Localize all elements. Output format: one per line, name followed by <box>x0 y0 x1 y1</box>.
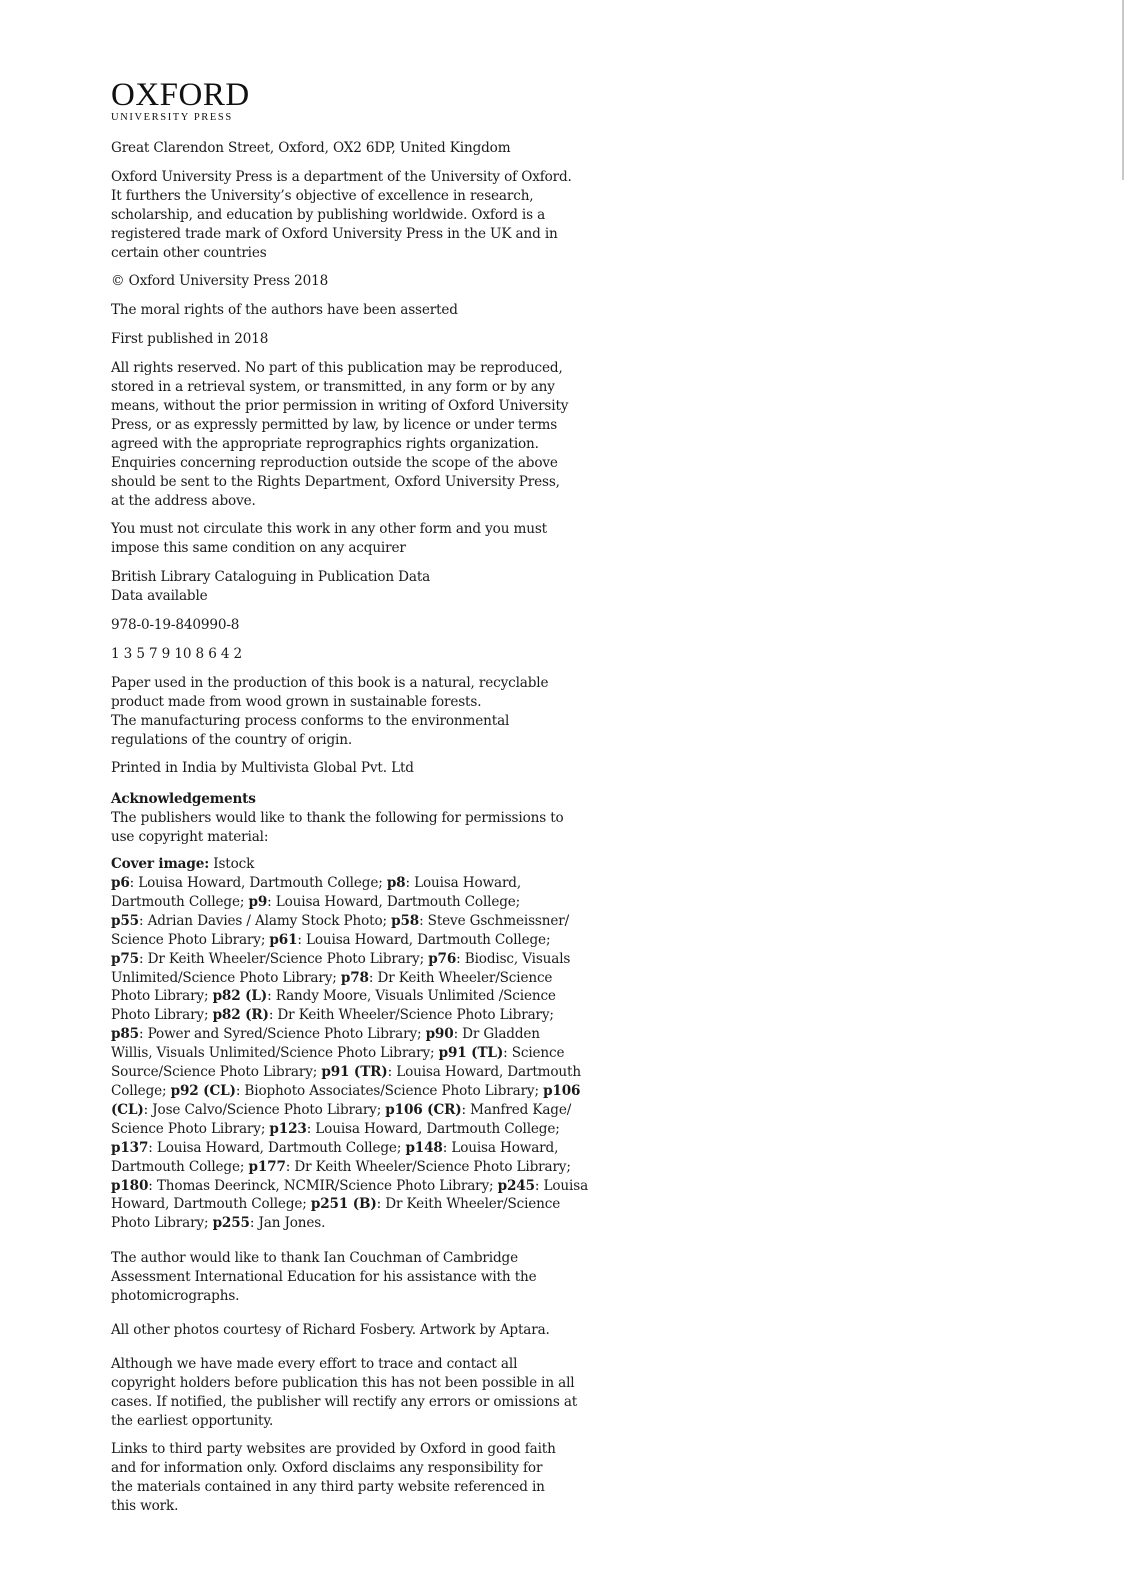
credit-ref: p106 (CL) <box>111 1082 581 1118</box>
copyright-page <box>111 77 591 1526</box>
credit-text: : Dr Keith Wheeler/Science Photo Library; <box>285 1158 571 1175</box>
moral-rights: The moral rights of the authors have been asserted <box>111 302 458 319</box>
credit-text: : Dr Keith Wheeler/Science Photo Library; <box>138 950 429 967</box>
printer-statement: Printed in India by Multivista Global Pvt. Ltd <box>111 760 414 777</box>
rights-reserved: All rights reserved. No part of this publication may be reproduced, stored in a retrieval system, or transmitted, in any form or by any means, without the prior permission in writing of Oxford University Press, or as expressly permitted by law, by licence or under terms agreed with the appropriate reprographics rights organization. Enquiries concerning reproduction outside the scope of the above should be sent to the Rights Department, Oxford University Press, at the address above. <box>111 360 569 509</box>
credit-ref: p245 <box>497 1177 535 1194</box>
first-published: First published in 2018 <box>111 331 269 348</box>
credit-text: : Dr Keith Wheeler/Science Photo Library; <box>111 1196 561 1232</box>
credits-list <box>111 875 588 1231</box>
credit-text: : Louisa Howard, Dartmouth College; <box>111 1064 581 1099</box>
credit-ref: p92 (CL) <box>170 1082 236 1099</box>
acknowledgements-heading: Acknowledgements <box>111 791 256 808</box>
credit-text: : Power and Syred/Science Photo Library; <box>138 1026 426 1043</box>
credit-ref: p106 (CR) <box>385 1101 462 1118</box>
oxford-logo <box>111 77 591 125</box>
credit-text: : Dr Keith Wheeler/Science Photo Library; <box>268 1007 554 1024</box>
isbn: 978-0-19-840990-8 <box>111 617 240 634</box>
logo-wordmark: OXFORD <box>111 77 250 113</box>
credit-ref: p8 <box>386 875 406 891</box>
credit-text: : Louisa Howard, Dartmouth College; <box>111 1139 559 1175</box>
credit-ref: p90 <box>425 1026 454 1043</box>
credit-ref: p76 <box>428 950 457 967</box>
credit-ref: p75 <box>111 950 139 967</box>
credit-ref: p82 (L) <box>212 988 268 1005</box>
credit-text: : Steve Gschmeissner/ Science Photo Library; <box>111 912 570 948</box>
credit-text: : Science Source/Science Photo Library; <box>111 1045 565 1081</box>
credit-ref: p91 (TR) <box>321 1064 388 1081</box>
circulation-notice: You must not circulate this work in any other form and you must impose this same condition on any acquirer <box>111 521 547 557</box>
credit-text: : Louisa Howard, Dartmouth College; <box>297 931 551 948</box>
credit-text: : Manfred Kage/ Science Photo Library; <box>111 1101 572 1137</box>
credit-ref: p180 <box>111 1177 149 1194</box>
credit-text: : Adrian Davies / Alamy Stock Photo; <box>138 912 392 929</box>
author-thanks: The author would like to thank Ian Couchman of Cambridge Assessment International Education for his assistance with the photomicrographs. <box>111 1250 537 1305</box>
credit-ref: p82 (R) <box>212 1007 269 1024</box>
acknowledgements-intro: The publishers would like to thank the following for permissions to use copyright material: <box>111 810 564 846</box>
errors-disclaimer: Although we have made every effort to trace and contact all copyright holders before publication this has not been possible in all cases. If notified, the publisher will rectify any errors or omissions at the earliest opportunity. <box>111 1355 578 1429</box>
credit-ref: p123 <box>269 1120 307 1137</box>
credit-ref: p255 <box>212 1215 250 1232</box>
copyright-notice: © Oxford University Press 2018 <box>111 273 329 290</box>
credit-ref: p55 <box>111 912 139 929</box>
photo-credits <box>111 855 591 1233</box>
credit-ref: p9 <box>248 893 268 910</box>
credit-ref: p148 <box>405 1139 443 1156</box>
credit-text: : Louisa Howard, Dartmouth College; <box>267 893 521 910</box>
credit-ref: p58 <box>391 912 420 929</box>
credit-ref: p251 (B) <box>310 1196 377 1213</box>
credit-text: : Biophoto Associates/Science Photo Library; <box>235 1082 544 1099</box>
print-line: 1 3 5 7 9 10 8 6 4 2 <box>111 645 243 662</box>
cover-image-label: Cover image: <box>111 856 210 873</box>
credit-text: : Louisa Howard, Dartmouth College; <box>129 875 387 891</box>
third-party-links-disclaimer: Links to third party websites are provided by Oxford in good faith and for information only. Oxford disclaims any responsibility for the materials contained in any third party website referenced in this work. <box>111 1441 556 1515</box>
credit-ref: p78 <box>340 969 369 986</box>
credit-text: : Louisa Howard, Dartmouth College; <box>111 875 522 910</box>
credit-ref: p91 (TL) <box>438 1045 504 1062</box>
credit-text: : Randy Moore, Visuals Unlimited /Science Photo Library; <box>111 988 556 1024</box>
credit-ref: p177 <box>248 1158 286 1175</box>
credit-text: : Thomas Deerinck, NCMIR/Science Photo Library; <box>148 1177 498 1194</box>
credit-text: : Biodisc, Visuals Unlimited/Science Photo Library; <box>111 950 571 986</box>
credit-text: : Jan Jones. <box>249 1215 326 1232</box>
credit-text: : Dr Keith Wheeler/Science Photo Library; <box>111 969 553 1005</box>
credit-ref: p6 <box>111 875 130 891</box>
publisher-about: Oxford University Press is a department of the University of Oxford. It furthers the University’s objective of excellence in research, scholarship, and education by publishing worldwide. Oxford is a registered trade mark of Oxford University Press in the UK and in certain other countries <box>111 168 572 261</box>
credit-ref: p61 <box>269 931 298 948</box>
logo-subtitle: UNIVERSITY PRESS <box>111 112 233 123</box>
credit-text: : Dr Gladden Willis, Visuals Unlimited/Science Photo Library; <box>111 1026 540 1062</box>
credit-text: : Louisa Howard, Dartmouth College; <box>306 1120 560 1137</box>
publisher-address: Great Clarendon Street, Oxford, OX2 6DP, United Kingdom <box>111 140 511 156</box>
paper-statement: Paper used in the production of this book is a natural, recyclable product made from wood grown in sustainable forests. The manufacturing process conforms to the environmental regulations of the country of origin. <box>111 674 549 748</box>
cover-image-value: Istock <box>209 856 255 873</box>
cataloguing-data: British Library Cataloguing in Publication Data Data available <box>111 569 431 605</box>
credit-text: : Louisa Howard, Dartmouth College; <box>111 1177 589 1213</box>
credit-ref: p85 <box>111 1026 139 1043</box>
credit-text: : Jose Calvo/Science Photo Library; <box>143 1101 386 1118</box>
credit-text: : Louisa Howard, Dartmouth College; <box>148 1139 406 1156</box>
other-photos-credit: All other photos courtesy of Richard Fosbery. Artwork by Aptara. <box>111 1321 550 1338</box>
credit-ref: p137 <box>111 1139 149 1156</box>
